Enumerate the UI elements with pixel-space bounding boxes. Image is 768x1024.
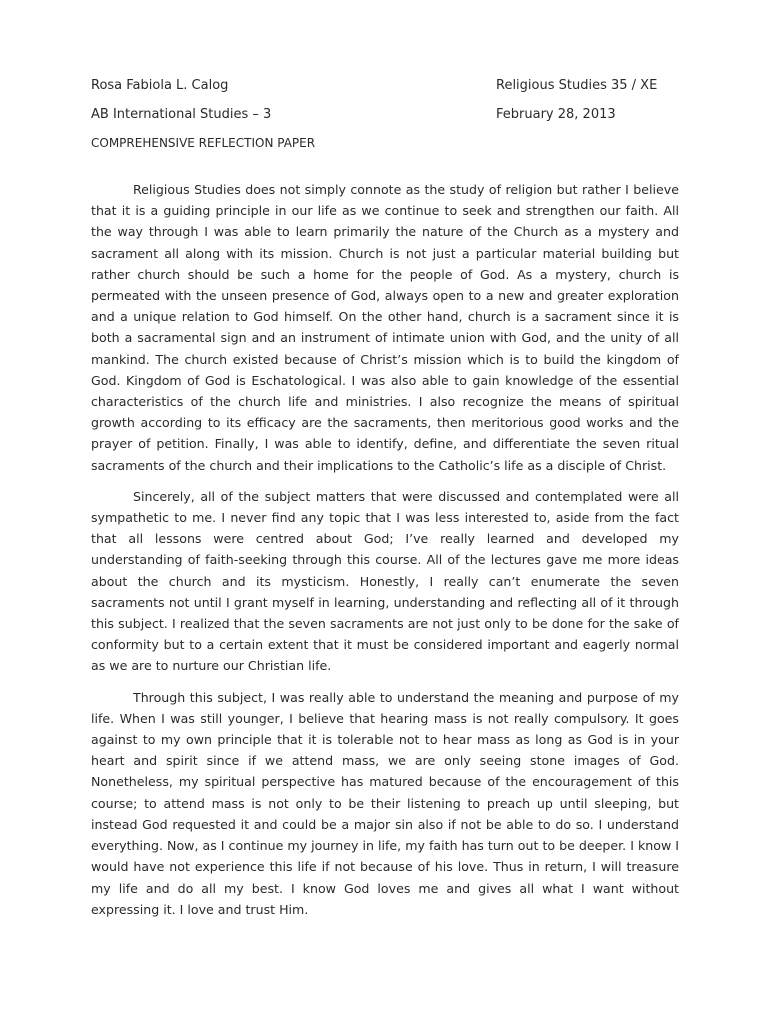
paragraph-3: Through this subject, I was really able to understand the meaning and purpose of my life. When I was still younger, I believe that hearing mass is not really compulsory. It goes against to my own principle that it is tolerable not to hear mass as long as God is in your heart and spirit since if we attend mass, we are only seeing stone images of God. Nonetheless, my spiritual perspective has matured because of the encouragement of this course; to attend mass is not only to be their listening to preach up until sleeping, but instead God requested it and could be a major sin also if not be able to do so. I understand everything. Now, as I continue my journey in life, my faith has turn out to be deeper. I know I would have not experience this life if not because of his love. Thus in return, I will treasure my life and do all my best. I know God loves me and gives all what I want without expressing it. I love and trust Him. — [91, 689, 679, 917]
body-text — [91, 179, 679, 930]
course-code: Religious Studies 35 / XE — [496, 78, 658, 93]
program-name: AB International Studies – 3 — [91, 107, 272, 122]
author-name: Rosa Fabiola L. Calog — [91, 78, 229, 93]
paragraph-1: Religious Studies does not simply connote as the study of religion but rather I believe that it is a guiding principle in our life as we continue to seek and strengthen our faith. All the way through I was able to learn primarily the nature of the Church as a mystery and sacrament all along with its mission. Church is not just a particular material building but rather church should be such a home for the people of God. As a mystery, church is permeated with the unseen presence of God, always open to a new and greater exploration and a unique relation to God himself. On the other hand, church is a sacrament since it is both a sacramental sign and an instrument of intimate union with God, and the unity of all mankind. The church existed because of Christ’s mission which is to build the kingdom of God. Kingdom of God is Eschatological. I was also able to gain knowledge of the essential characteristics of the church life and ministries. I also recognize the means of spiritual growth according to its efficacy are the sacraments, then meritorious good works and the prayer of petition. Finally, I was able to identify, define, and differentiate the seven ritual sacraments of the church and their implications to the Catholic’s life as a disciple of Christ. — [91, 182, 679, 473]
paragraph-2: Sincerely, all of the subject matters that were discussed and contemplated were all sympathetic to me. I never find any topic that I was less interested to, aside from the fact that all lessons were centred about God; I’ve really learned and developed my understanding of faith-seeking through this course. All of the lectures gave me more ideas about the church and its mysticism. Honestly, I really can’t enumerate the seven sacraments not until I grant myself in learning, understanding and reflecting all of it through this subject. I realized that the seven sacraments are not just only to be done for the sake of conformity but to a certain extent that it must be considered important and eagerly normal as we are to nurture our Christian life. — [91, 488, 679, 674]
document-date: February 28, 2013 — [496, 107, 616, 122]
document-title: COMPREHENSIVE REFLECTION PAPER — [91, 136, 316, 150]
